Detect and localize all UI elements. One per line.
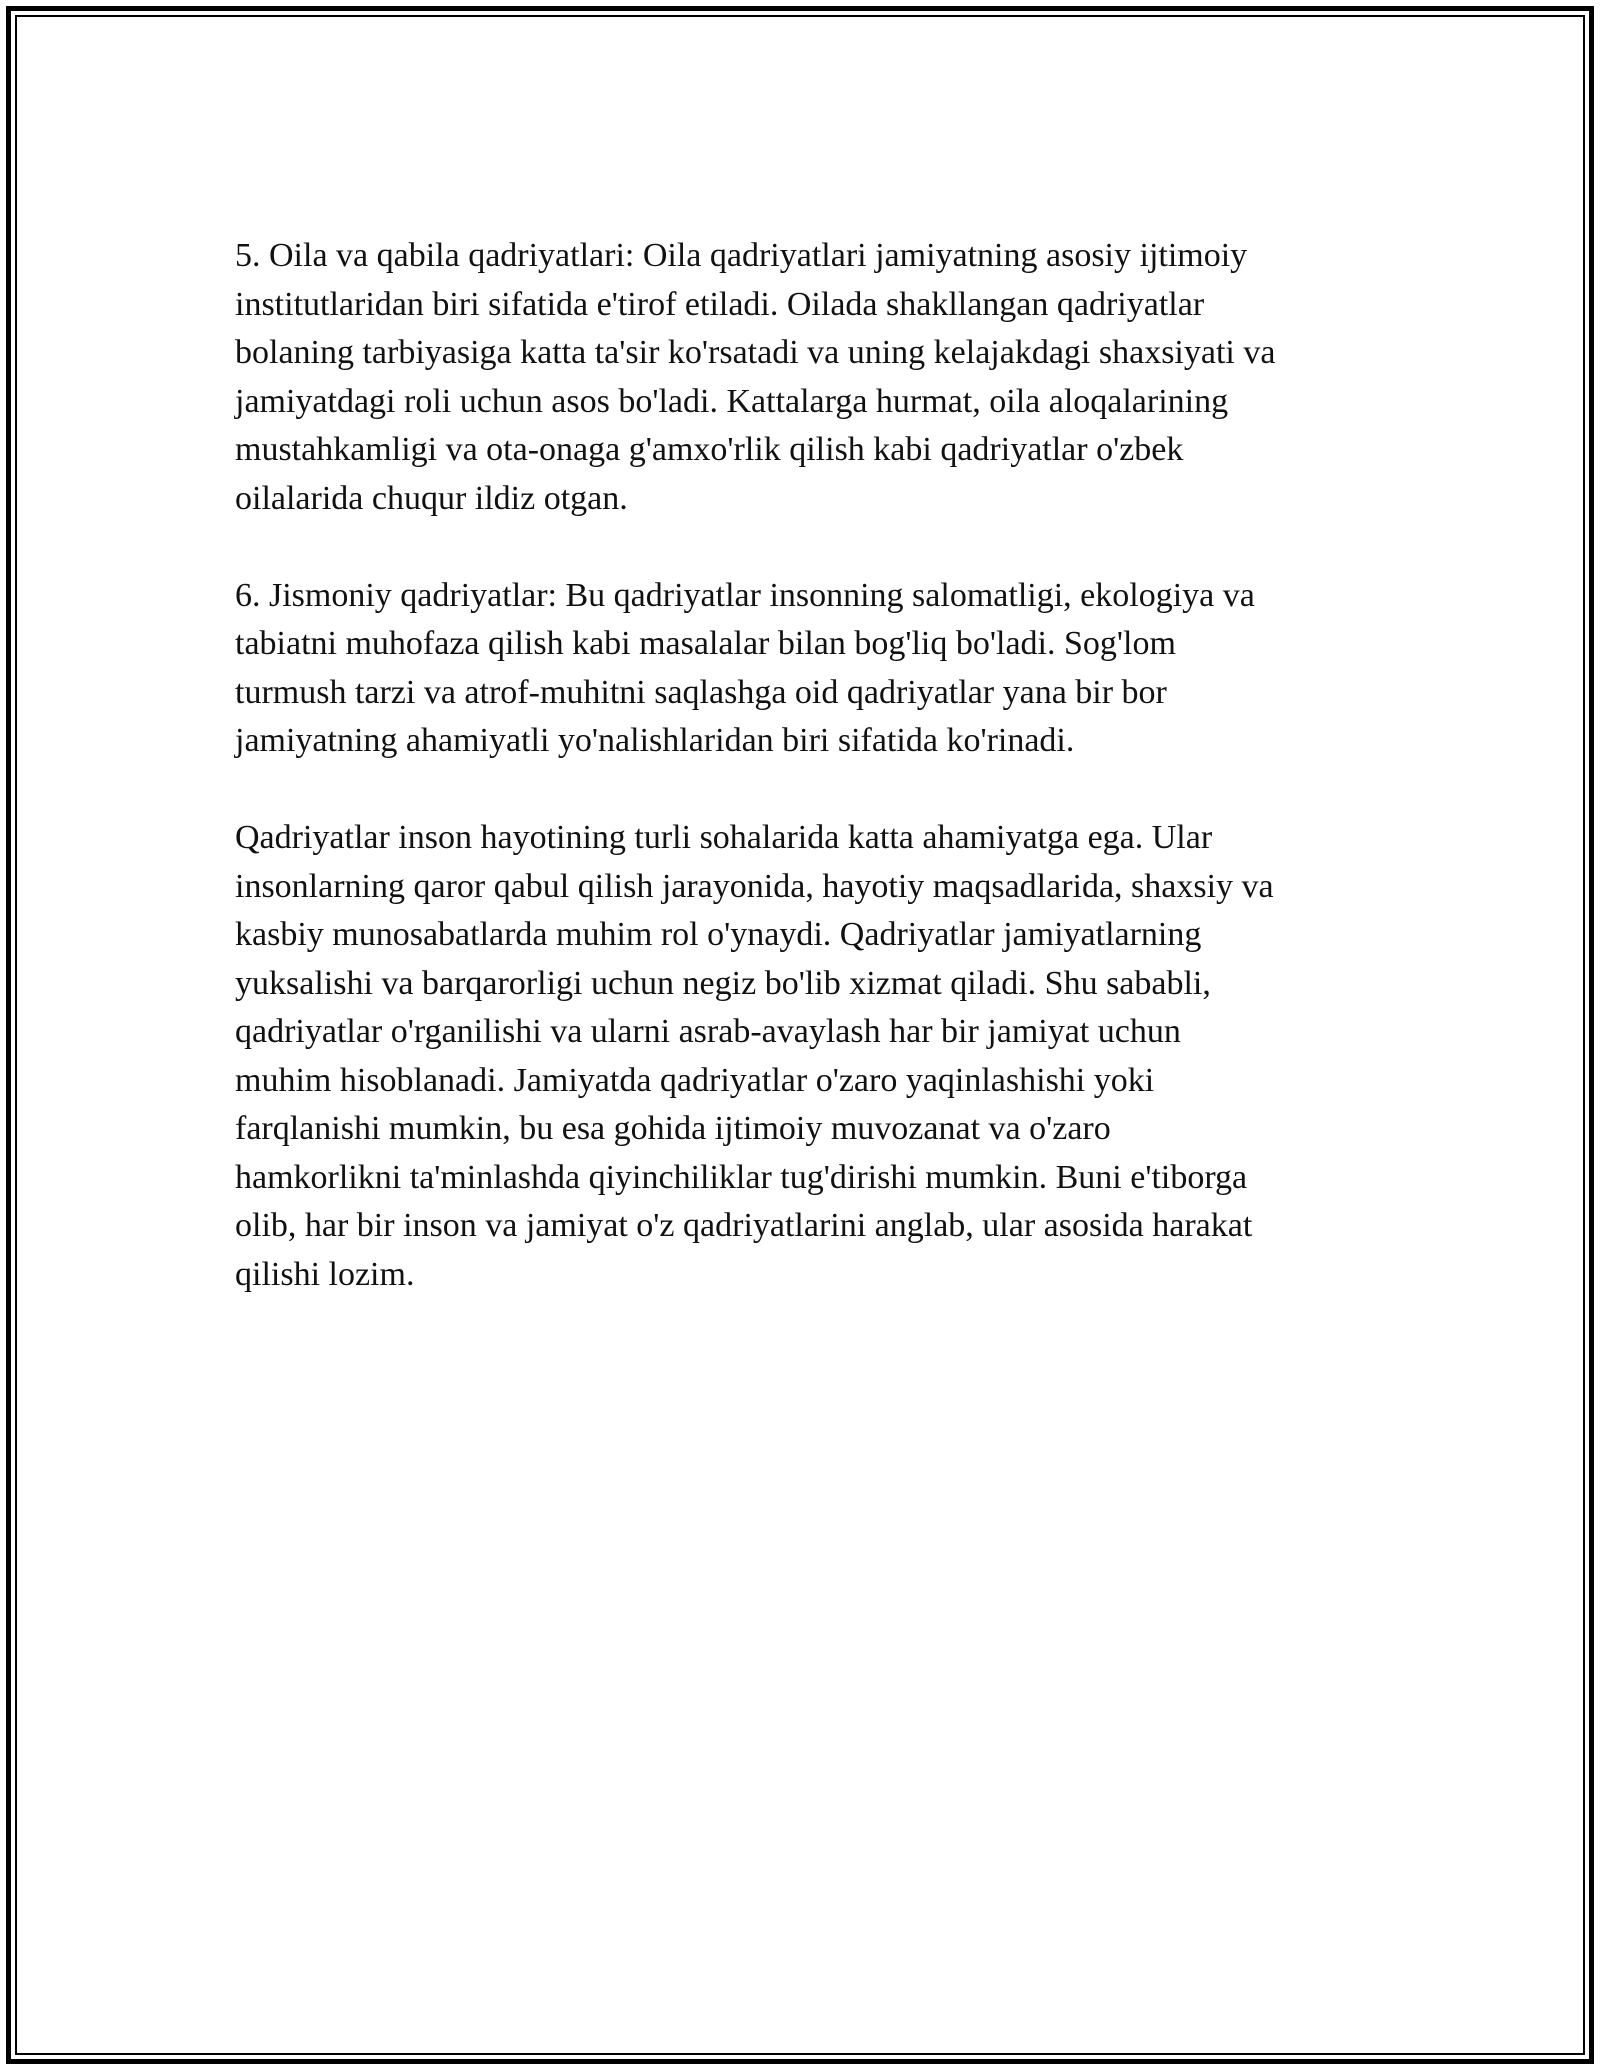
paragraph-physical-values: 6. Jismoniy qadriyatlar: Bu qadriyatlar insonning salomatligi, ekologiya va tabiatni muhofaza qilish kabi masalalar bilan bog'liq bo'ladi. Sog'lom turmush tarzi va atrof-muhitni saqlashga oid qadriyatlar yana bir bor jamiyatning ahamiyatli yo'nalishlaridan biri sifatida ko'rinadi.	[235, 576, 1255, 759]
document-body	[235, 232, 1375, 1348]
paragraph-family-values: 5. Oila va qabila qadriyatlari: Oila qadriyatlari jamiyatning asosiy ijtimoiy institutlaridan biri sifatida e'tirof etiladi. Oilada shakllangan qadriyatlar bolaning tarbiyasiga katta ta'sir ko'rsatadi va uning kelajakdagi shaxsiyati va jamiyatdagi roli uchun asos bo'ladi. Kattalarga hurmat, oila aloqalarining mustahkamligi va ota-onaga g'amxo'rlik qilish kabi qadriyatlar o'zbek oilalarida chuqur ildiz otgan.	[235, 237, 1276, 517]
paragraph-conclusion: Qadriyatlar inson hayotining turli sohalarida katta ahamiyatga ega. Ular insonlarning qaror qabul qilish jarayonida, hayotiy maqsadlarida, shaxsiy va kasbiy munosabatlarda muhim rol o'ynaydi. Qadriyatlar jamiyatlarning yuksalishi va barqarorligi uchun negiz bo'lib xizmat qiladi. Shu sababli, qadriyatlar o'rganilishi va ularni asrab-avaylash har bir jamiyat uchun muhim hisoblanadi. Jamiyatda qadriyatlar o'zaro yaqinlashishi yoki farqlanishi mumkin, bu esa gohida ijtimoiy muvozanat va o'zaro hamkorlikni ta'minlashda qiyinchiliklar tug'dirishi mumkin. Buni e'tiborga olib, har bir inson va jamiyat o'z qadriyatlarini anglab, ular asosida harakat qilishi lozim.	[235, 819, 1274, 1293]
